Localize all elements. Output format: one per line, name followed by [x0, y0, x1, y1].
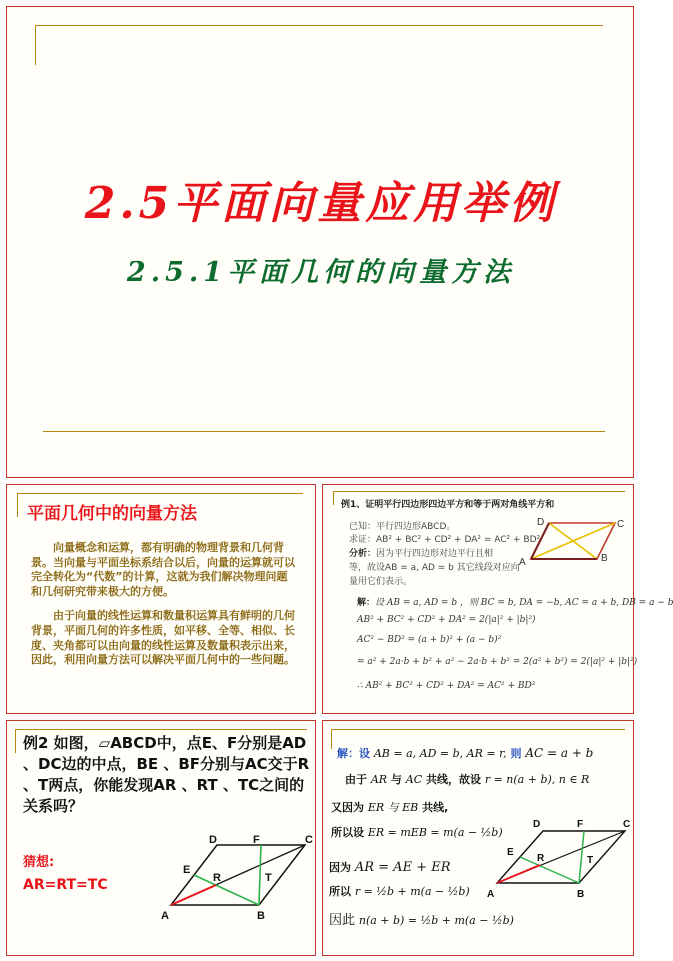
analysis-line-3: 量用它们表示。: [349, 577, 413, 587]
solution-line-2: [345, 771, 589, 787]
analysis-line-1: [349, 546, 493, 559]
solution-line-5: [329, 859, 451, 875]
math-final: n(a + b) = ½b + m(a − ½b): [358, 914, 514, 927]
solution-line-5: ∴ AB² + BC² + CD² + DA² = AC² + BD²: [357, 681, 536, 691]
solution-line-3: AC² − BD² = (a + b)² + (a − b)²: [357, 635, 502, 645]
text-with: 与: [390, 773, 402, 786]
segment-bf: [259, 845, 261, 905]
label-r: R: [537, 853, 545, 864]
label-d: D: [533, 819, 541, 830]
prove-text: 求证：AB² + BC² + CD² + DA² = AC² + BD²: [349, 535, 541, 545]
label-e: E: [507, 847, 514, 858]
label-c: C: [623, 819, 631, 830]
top-rule: [35, 25, 603, 26]
left-rule: [17, 493, 18, 517]
solution-math-1: AB = a, AD = b, AR = r,: [373, 747, 507, 760]
slide-heading: 平面几何中的向量方法: [27, 504, 197, 524]
solution-text-1: 设 AB = a, AD = b ，则 BC = b, DA = −b, AC = a + b, DB = a − b: [375, 598, 673, 608]
math-er: ER = mEB = m(a − ½b): [367, 826, 503, 839]
label-t: T: [587, 855, 594, 866]
math-r: r = n(a + b), n ∈ R: [484, 773, 590, 786]
label-b: B: [257, 910, 265, 922]
label-r: R: [213, 872, 221, 884]
vector-ad: [531, 523, 549, 559]
segment-bf: [579, 831, 584, 883]
analysis-line-2: 等，故设AB = a, AD = b 其它线段对应向: [349, 563, 520, 573]
text-collinear: 共线，故设: [425, 773, 481, 786]
paragraph-1: 向量概念和运算，都有明确的物理背景和几何背景。当向量与平面坐标系结合以后，向量的运算就可以完全转化为“代数”的计算，这就为我们解决物理问题和几何研究带来极大的方便。: [31, 541, 295, 598]
label-a: A: [487, 889, 495, 900]
solution-math-2: AC = a + b: [525, 746, 594, 760]
then-label: 则: [510, 747, 522, 760]
label-d: D: [537, 517, 545, 528]
given-text: 已知：平行四边形ABCD。: [349, 522, 456, 532]
text-so: 所以: [329, 885, 351, 898]
math-ar: AR: [370, 773, 388, 786]
label-c: C: [305, 834, 313, 846]
text-collinear-2: 共线,: [422, 801, 449, 814]
diagonal-bd: [549, 523, 597, 559]
math-ar-sum: AR = AE + ER: [354, 860, 451, 875]
text-since: 由于: [345, 773, 367, 786]
label-f: F: [253, 834, 260, 846]
label-a: A: [519, 557, 526, 568]
left-rule: [333, 491, 334, 505]
solution-line-1: [337, 745, 593, 761]
top-rule: [331, 729, 625, 730]
label-b: B: [601, 553, 608, 564]
solution-line-4: [331, 824, 503, 840]
solution-line-7: [329, 909, 514, 928]
bottom-rule: [43, 431, 605, 432]
solution-line-2: AB² + BC² + CD² + DA² = 2(|a|² + |b|²): [357, 615, 536, 625]
slide-body: [31, 541, 297, 678]
solution-label: 解：: [357, 598, 376, 608]
label-f: F: [577, 819, 584, 830]
analysis-label: 分析：: [349, 549, 377, 559]
guess-label: 猜想:: [23, 855, 55, 870]
example1-slide: [322, 484, 673, 714]
main-title: 2.5平面向量应用举例: [84, 178, 558, 229]
text-therefore: 因此: [329, 913, 356, 928]
left-rule: [35, 25, 36, 65]
parallelogram-figure-1: [517, 515, 629, 569]
example2-slide: [6, 720, 316, 956]
example2-solution-slide: [322, 720, 634, 956]
left-rule: [331, 729, 332, 749]
label-e: E: [183, 864, 191, 876]
top-rule: [15, 729, 307, 730]
label-c: C: [617, 519, 625, 530]
text-also: 又因为: [331, 801, 364, 814]
solution-label: 解：设: [337, 747, 370, 760]
guess-answer: AR=RT=TC: [23, 877, 108, 893]
analysis-text-1: 因为平行四边形对边平行且相: [376, 549, 494, 559]
example-heading: 例1、证明平行四边形四边平方和等于两对角线平方和: [341, 500, 555, 510]
subtitle: 2.5.1平面几何的向量方法: [126, 257, 516, 288]
label-t: T: [265, 872, 272, 884]
label-d: D: [209, 834, 217, 846]
example-question: 例2 如图，▱ABCD中，点E、F分别是AD 、DC边的中点，BE 、BF分别与AC交于R 、T两点，你能发现AR 、RT 、TC之间的关系吗？: [23, 734, 310, 815]
label-a: A: [161, 910, 169, 922]
solution-line-4: = a² + 2a·b + b² + a² − 2a·b + b² = 2(a² + b²) = 2(|a|² + |b|²): [357, 657, 638, 667]
math-er-eb: ER 与 EB: [367, 801, 419, 814]
solution-line-3: [331, 799, 448, 815]
text-because: 因为: [329, 861, 351, 874]
top-rule: [17, 493, 303, 494]
segment-ar: [497, 865, 540, 883]
left-rule: [15, 729, 16, 753]
label-b: B: [577, 889, 585, 900]
math-r-expr: r = ½b + m(a − ½b): [354, 885, 470, 898]
vector-method-slide: [6, 484, 316, 714]
paragraph-2: 由于向量的线性运算和数量积运算具有鲜明的几何背景，平面几何的许多性质，如平移、全等、相似、长度、夹角都可以由向量的线性运算及数量积表示出来，因此，利用向量方法可以解决平面几何中的一些问题。: [31, 609, 295, 667]
solution-line-1: [357, 595, 673, 608]
math-ac: AC: [405, 773, 423, 786]
parallelogram-figure-2: [153, 833, 313, 945]
solution-line-6: [329, 883, 470, 899]
parallelogram-figure-3: [483, 817, 633, 907]
text-so-set: 所以设: [331, 826, 364, 839]
top-rule: [333, 491, 625, 492]
title-slide: [6, 6, 634, 478]
